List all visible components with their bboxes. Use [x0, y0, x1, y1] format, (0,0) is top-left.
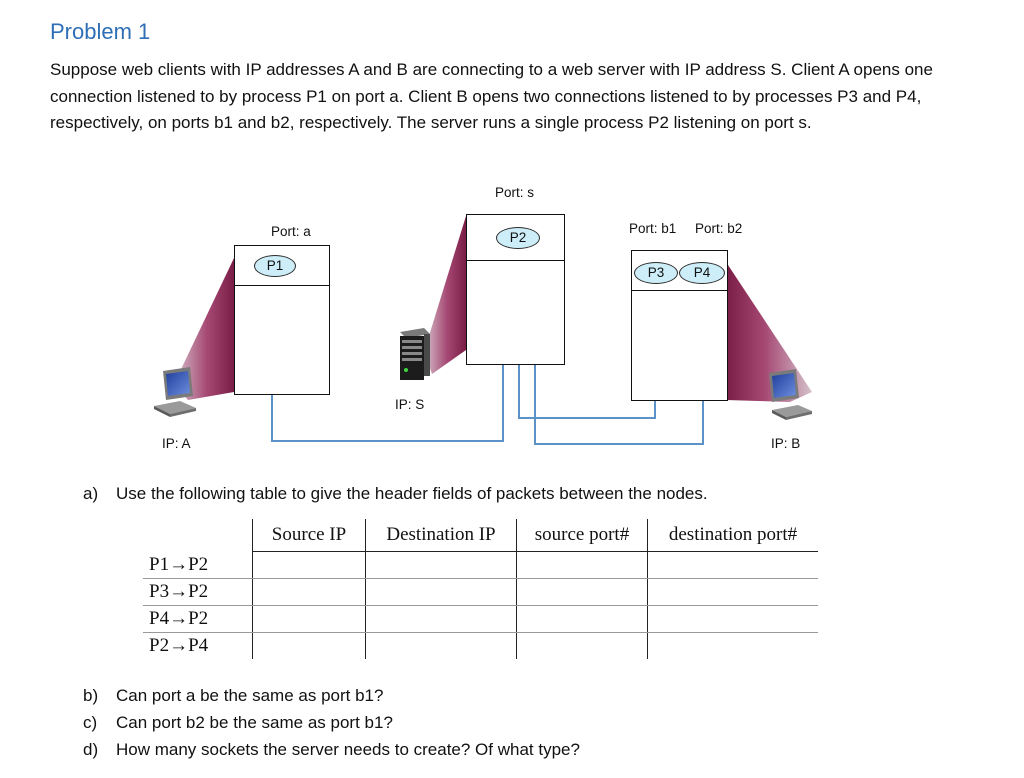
answer-cell[interactable]: [253, 606, 366, 633]
answer-cell[interactable]: [648, 579, 819, 606]
question-c-text: Can port b2 be the same as port b1?: [116, 713, 393, 732]
row-label: P1→P2: [143, 552, 253, 579]
column-header-destination-port: destination port#: [648, 519, 819, 552]
client-a-computer-icon: [154, 367, 196, 417]
problem-description: Suppose web clients with IP addresses A and B are connecting to a web server with IP address S. Client A opens one connection listened to by process P1 on port a. Client B opens two connections listened to by processes P3 and P4, respectively, on ports b1 and b2, respectively. The server runs a single process P2 listening on port s.: [50, 60, 933, 132]
client-a-port-label: Port: a: [271, 224, 311, 239]
answer-cell[interactable]: [517, 606, 648, 633]
question-b: [83, 686, 383, 706]
client-b-zoom-beam: [726, 262, 812, 402]
client-a-ip-label: IP: A: [162, 436, 191, 451]
question-c: [83, 713, 393, 733]
process-p4: P4: [679, 262, 725, 284]
question-b-text: Can port a be the same as port b1?: [116, 686, 384, 705]
answer-cell[interactable]: [648, 633, 819, 660]
server-zoom-beam: [424, 216, 466, 374]
column-header-source-ip: Source IP: [253, 519, 366, 552]
question-a-letter: a): [83, 484, 99, 503]
question-b-letter: b): [83, 686, 99, 705]
answer-cell[interactable]: [366, 552, 517, 579]
table-row: [143, 633, 818, 660]
answer-cell[interactable]: [517, 579, 648, 606]
server-port-label: Port: s: [495, 185, 535, 200]
process-p2: P2: [496, 227, 540, 249]
answer-cell[interactable]: [517, 552, 648, 579]
table-corner-cell: [143, 519, 253, 552]
question-d-letter: d): [83, 740, 99, 759]
server-socket-divider: [466, 260, 565, 261]
table-row: [143, 606, 818, 633]
question-a: [83, 484, 708, 504]
column-header-destination-ip: Destination IP: [366, 519, 517, 552]
answer-cell[interactable]: [366, 579, 517, 606]
column-header-source-port: source port#: [517, 519, 648, 552]
question-d: [83, 740, 580, 760]
table-row: [143, 552, 818, 579]
answer-cell[interactable]: [253, 633, 366, 660]
row-label: P2→P4: [149, 635, 209, 656]
row-label: P3→P2: [143, 579, 253, 606]
process-p3: P3: [634, 262, 678, 284]
server-tower-icon: [400, 328, 430, 380]
answer-cell[interactable]: [253, 579, 366, 606]
table-row: [143, 579, 818, 606]
question-a-text: Use the following table to give the header fields of packets between the nodes.: [116, 484, 708, 503]
packet-header-table: [143, 519, 818, 659]
answer-cell[interactable]: [366, 606, 517, 633]
problem-title: Problem 1: [50, 19, 151, 44]
client-b-ip-label: IP: B: [771, 436, 801, 451]
row-label: P4→P2: [143, 606, 253, 633]
client-b-port-b2-label: Port: b2: [695, 221, 743, 236]
client-b-socket-divider: [631, 290, 728, 291]
answer-cell[interactable]: [517, 633, 648, 660]
client-b-port-b1-label: Port: b1: [629, 221, 677, 236]
server-ip-label: IP: S: [395, 397, 425, 412]
process-p1: P1: [254, 255, 296, 277]
answer-cell[interactable]: [648, 606, 819, 633]
answer-cell[interactable]: [648, 552, 819, 579]
table-header-row: [143, 519, 818, 552]
client-a-socket-divider: [234, 285, 330, 286]
answer-cell[interactable]: [366, 633, 517, 660]
question-c-letter: c): [83, 713, 98, 732]
answer-cell[interactable]: [253, 552, 366, 579]
question-d-text: How many sockets the server needs to create? Of what type?: [116, 740, 580, 759]
